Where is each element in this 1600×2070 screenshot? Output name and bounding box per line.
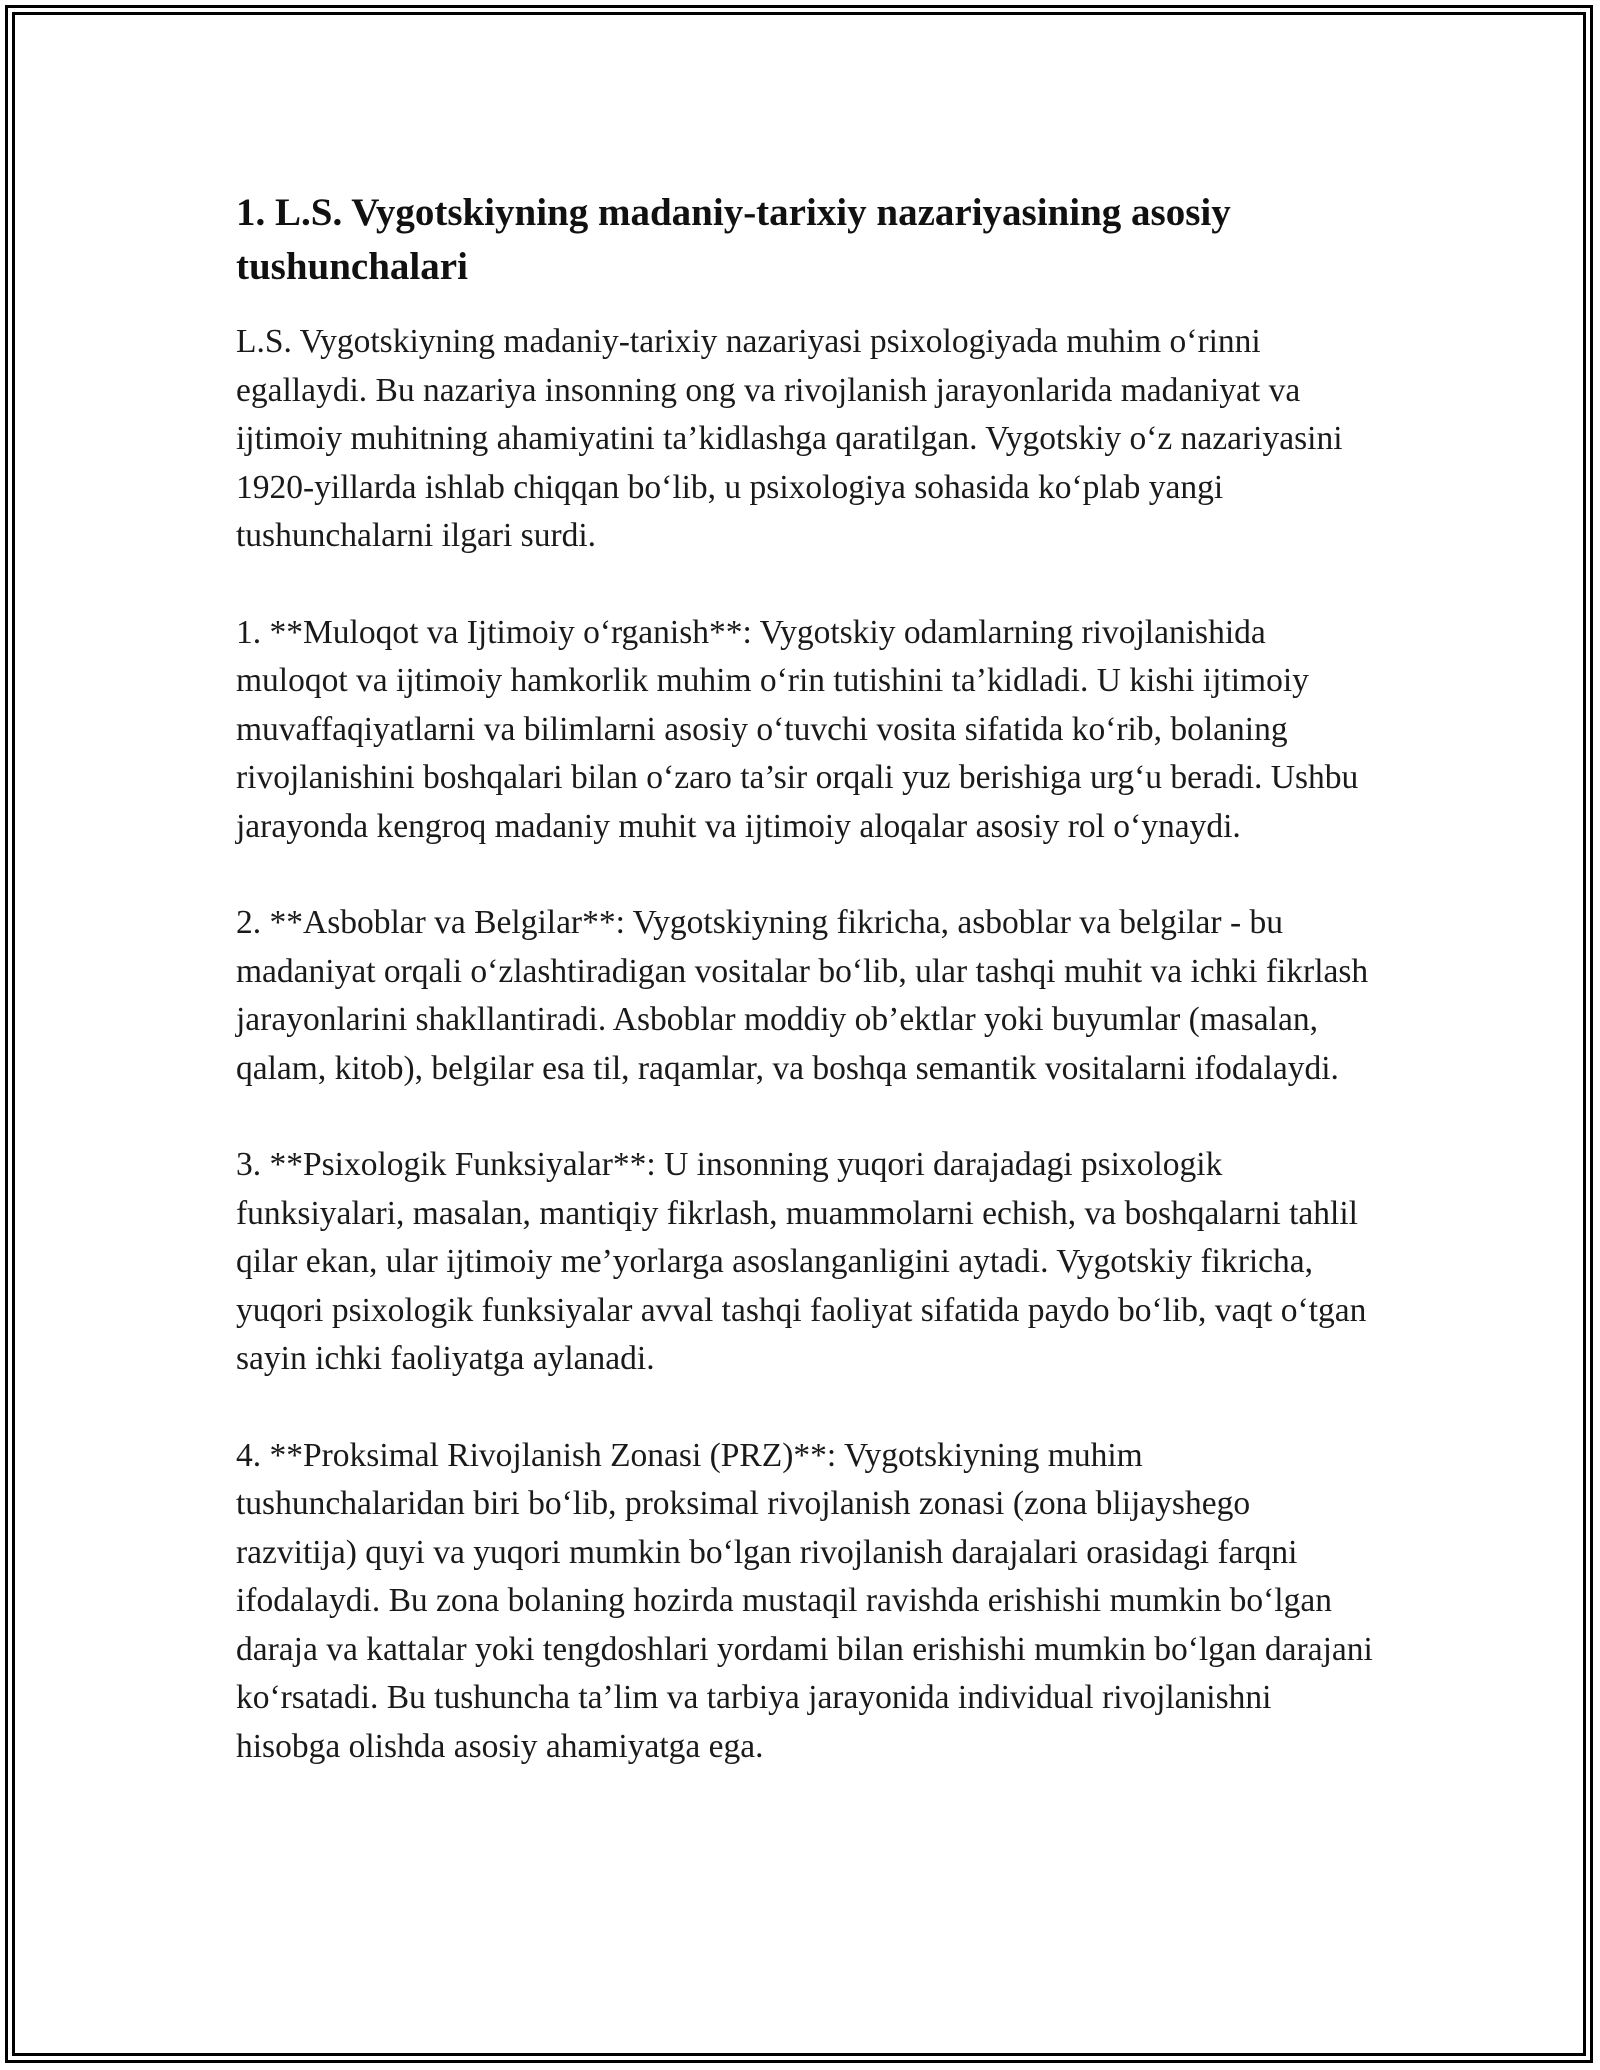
point-paragraph-1: 1. **Muloqot va Ijtimoiy o‘rganish**: Vygotskiy odamlarning rivojlanishida muloqot va ijtimoiy hamkorlik muhim o‘rin tutishini ta’kidladi. U kishi ijtimoiy muvaffaqiyatlarni va bilimlarni asosiy o‘tuvchi vosita sifatida ko‘rib, bolaning rivojlanishini boshqalari bilan o‘zaro ta’sir orqali yuz berishiga urg‘u beradi. Ushbu jarayonda kengroq madaniy muhit va ijtimoiy aloqalar asosiy rol o‘ynaydi. [236, 613, 1359, 845]
document-body [236, 186, 1376, 1771]
section-heading: 1. L.S. Vygotskiyning madaniy-tarixiy nazariyasining asosiy tushunchalari [236, 191, 1231, 288]
point-paragraph-4: 4. **Proksimal Rivojlanish Zonasi (PRZ)**: Vygotskiyning muhim tushunchalaridan biri bo‘lib, proksimal rivojlanish zonasi (zona blijayshego razvitija) quyi va yuqori mumkin bo‘lgan rivojlanish darajalari orasidagi farqni ifodalaydi. Bu zona bolaning hozirda mustaqil ravishda erishishi mumkin bo‘lgan daraja va kattalar yoki tengdoshlari yordami bilan erishishi mumkin bo‘lgan darajani ko‘rsatadi. Bu tushuncha ta’lim va tarbiya jarayonida individual rivojlanishni hisobga olishda asosiy ahamiyatga ega. [236, 1436, 1373, 1765]
point-paragraph-2: 2. **Asboblar va Belgilar**: Vygotskiyning fikricha, asboblar va belgilar - bu madaniyat orqali o‘zlashtiradigan vositalar bo‘lib, ular tashqi muhit va ichki fikrlash jarayonlarini shakllantiradi. Asboblar moddiy ob’ektlar yoki buyumlar (masalan, qalam, kitob), belgilar esa til, raqamlar, va boshqa semantik vositalarni ifodalaydi. [236, 904, 1369, 1087]
intro-paragraph: L.S. Vygotskiyning madaniy-tarixiy nazariyasi psixologiyada muhim o‘rinni egallaydi. Bu nazariya insonning ong va rivojlanish jarayonlarida madaniyat va ijtimoiy muhitning ahamiyatini ta’kidlashga qaratilgan. Vygotskiy o‘z nazariyasini 1920-yillarda ishlab chiqqan bo‘lib, u psixologiya sohasida ko‘plab yangi tushunchalarni ilgari surdi. [236, 323, 1343, 554]
point-paragraph-3: 3. **Psixologik Funksiyalar**: U insonning yuqori darajadagi psixologik funksiyalari, masalan, mantiqiy fikrlash, muammolarni echish, va boshqalarni tahlil qilar ekan, ular ijtimoiy me’yorlarga asoslanganligini aytadi. Vygotskiy fikricha, yuqori psixologik funksiyalar avval tashqi faoliyat sifatida paydo bo‘lib, vaqt o‘tgan sayin ichki faoliyatga aylanadi. [236, 1146, 1367, 1377]
